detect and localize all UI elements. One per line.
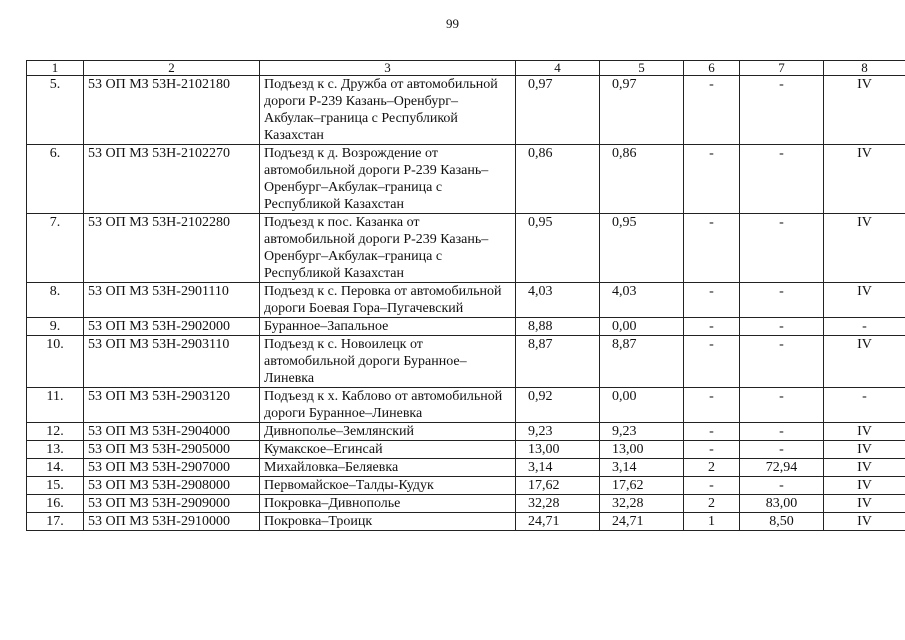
table-row	[27, 441, 905, 459]
road-code-cell: 53 ОП МЗ 53Н-2902000	[84, 318, 260, 336]
count-cell: -	[684, 477, 740, 495]
road-name-cell: Кумакское–Егинсай	[260, 441, 516, 459]
row-number-cell: 14.	[27, 459, 84, 477]
length-cell: 0,00	[600, 318, 684, 336]
length-total-cell: 8,88	[516, 318, 600, 336]
road-name-cell: Подъезд к х. Каблово от автомобильной дороги Буранное–Линевка	[260, 388, 516, 423]
length-total-cell: 4,03	[516, 283, 600, 318]
road-name-cell: Покровка–Троицк	[260, 513, 516, 531]
table-row	[27, 336, 905, 388]
category-cell: -	[824, 388, 905, 423]
count-cell: -	[684, 145, 740, 214]
category-cell: IV	[824, 513, 905, 531]
row-number-cell: 17.	[27, 513, 84, 531]
length-cell: 3,14	[600, 459, 684, 477]
count-cell: -	[684, 76, 740, 145]
table-row	[27, 214, 905, 283]
table-row	[27, 388, 905, 423]
length-total-cell: 3,14	[516, 459, 600, 477]
length-total-cell: 0,95	[516, 214, 600, 283]
category-cell: IV	[824, 441, 905, 459]
length-cell: 0,95	[600, 214, 684, 283]
table-row	[27, 76, 905, 145]
length-total-cell: 32,28	[516, 495, 600, 513]
value-cell: -	[740, 76, 824, 145]
category-cell: IV	[824, 214, 905, 283]
row-number-cell: 7.	[27, 214, 84, 283]
value-cell: -	[740, 423, 824, 441]
road-name-cell: Буранное–Запальное	[260, 318, 516, 336]
column-header: 7	[740, 61, 824, 76]
category-cell: IV	[824, 495, 905, 513]
category-cell: IV	[824, 423, 905, 441]
road-code-cell: 53 ОП МЗ 53Н-2903120	[84, 388, 260, 423]
length-total-cell: 0,97	[516, 76, 600, 145]
road-name-cell: Первомайское–Талды-Кудук	[260, 477, 516, 495]
length-cell: 0,97	[600, 76, 684, 145]
road-code-cell: 53 ОП МЗ 53Н-2909000	[84, 495, 260, 513]
count-cell: -	[684, 388, 740, 423]
road-name-cell: Дивнополье–Землянский	[260, 423, 516, 441]
column-header: 3	[260, 61, 516, 76]
table-row	[27, 423, 905, 441]
category-cell: IV	[824, 283, 905, 318]
row-number-cell: 15.	[27, 477, 84, 495]
category-cell: IV	[824, 76, 905, 145]
road-code-cell: 53 ОП МЗ 53Н-2102180	[84, 76, 260, 145]
value-cell: -	[740, 145, 824, 214]
page-number: 99	[446, 16, 459, 31]
road-name-cell: Михайловка–Беляевка	[260, 459, 516, 477]
row-number-cell: 16.	[27, 495, 84, 513]
count-cell: 2	[684, 495, 740, 513]
count-cell: -	[684, 214, 740, 283]
table-row	[27, 459, 905, 477]
count-cell: -	[684, 283, 740, 318]
count-cell: -	[684, 336, 740, 388]
row-number-cell: 13.	[27, 441, 84, 459]
count-cell: -	[684, 423, 740, 441]
value-cell: -	[740, 283, 824, 318]
length-cell: 4,03	[600, 283, 684, 318]
value-cell: -	[740, 336, 824, 388]
row-number-cell: 8.	[27, 283, 84, 318]
value-cell: -	[740, 318, 824, 336]
length-total-cell: 13,00	[516, 441, 600, 459]
row-number-cell: 10.	[27, 336, 84, 388]
table-row	[27, 495, 905, 513]
category-cell: IV	[824, 459, 905, 477]
table-row	[27, 318, 905, 336]
row-number-cell: 12.	[27, 423, 84, 441]
count-cell: 2	[684, 459, 740, 477]
value-cell: -	[740, 214, 824, 283]
table-row	[27, 283, 905, 318]
table-row	[27, 513, 905, 531]
category-cell: IV	[824, 145, 905, 214]
road-name-cell: Покровка–Дивнополье	[260, 495, 516, 513]
length-cell: 24,71	[600, 513, 684, 531]
road-code-cell: 53 ОП МЗ 53Н-2907000	[84, 459, 260, 477]
value-cell: -	[740, 388, 824, 423]
category-cell: IV	[824, 336, 905, 388]
column-header: 5	[600, 61, 684, 76]
column-header: 2	[84, 61, 260, 76]
length-total-cell: 8,87	[516, 336, 600, 388]
count-cell: -	[684, 441, 740, 459]
category-cell: -	[824, 318, 905, 336]
road-code-cell: 53 ОП МЗ 53Н-2905000	[84, 441, 260, 459]
value-cell: 8,50	[740, 513, 824, 531]
road-code-cell: 53 ОП МЗ 53Н-2910000	[84, 513, 260, 531]
road-code-cell: 53 ОП МЗ 53Н-2904000	[84, 423, 260, 441]
value-cell: 72,94	[740, 459, 824, 477]
length-total-cell: 24,71	[516, 513, 600, 531]
roads-table	[26, 60, 905, 531]
length-cell: 13,00	[600, 441, 684, 459]
road-name-cell: Подъезд к с. Перовка от автомобильной дороги Боевая Гора–Пугачевский	[260, 283, 516, 318]
length-total-cell: 0,86	[516, 145, 600, 214]
road-code-cell: 53 ОП МЗ 53Н-2901110	[84, 283, 260, 318]
length-total-cell: 0,92	[516, 388, 600, 423]
row-number-cell: 9.	[27, 318, 84, 336]
road-name-cell: Подъезд к пос. Казанка от автомобильной дороги Р-239 Казань–Оренбург–Акбулак–граница с Республикой Казахстан	[260, 214, 516, 283]
length-total-cell: 17,62	[516, 477, 600, 495]
row-number-cell: 11.	[27, 388, 84, 423]
count-cell: 1	[684, 513, 740, 531]
row-number-cell: 6.	[27, 145, 84, 214]
value-cell: -	[740, 441, 824, 459]
length-total-cell: 9,23	[516, 423, 600, 441]
length-cell: 0,86	[600, 145, 684, 214]
length-cell: 9,23	[600, 423, 684, 441]
header-row	[27, 61, 905, 76]
road-code-cell: 53 ОП МЗ 53Н-2102280	[84, 214, 260, 283]
road-name-cell: Подъезд к д. Возрождение от автомобильной дороги Р-239 Казань–Оренбург–Акбулак–граница с Республикой Казахстан	[260, 145, 516, 214]
road-code-cell: 53 ОП МЗ 53Н-2102270	[84, 145, 260, 214]
length-cell: 0,00	[600, 388, 684, 423]
length-cell: 8,87	[600, 336, 684, 388]
value-cell: 83,00	[740, 495, 824, 513]
road-name-cell: Подъезд к с. Новоилецк от автомобильной дороги Буранное–Линевка	[260, 336, 516, 388]
column-header: 4	[516, 61, 600, 76]
length-cell: 32,28	[600, 495, 684, 513]
road-code-cell: 53 ОП МЗ 53Н-2908000	[84, 477, 260, 495]
row-number-cell: 5.	[27, 76, 84, 145]
length-cell: 17,62	[600, 477, 684, 495]
column-header: 1	[27, 61, 84, 76]
count-cell: -	[684, 318, 740, 336]
table-row	[27, 477, 905, 495]
column-header: 6	[684, 61, 740, 76]
road-code-cell: 53 ОП МЗ 53Н-2903110	[84, 336, 260, 388]
value-cell: -	[740, 477, 824, 495]
category-cell: IV	[824, 477, 905, 495]
table-row	[27, 145, 905, 214]
column-header: 8	[824, 61, 905, 76]
road-name-cell: Подъезд к с. Дружба от автомобильной дороги Р-239 Казань–Оренбург–Акбулак–граница с Республикой Казахстан	[260, 76, 516, 145]
